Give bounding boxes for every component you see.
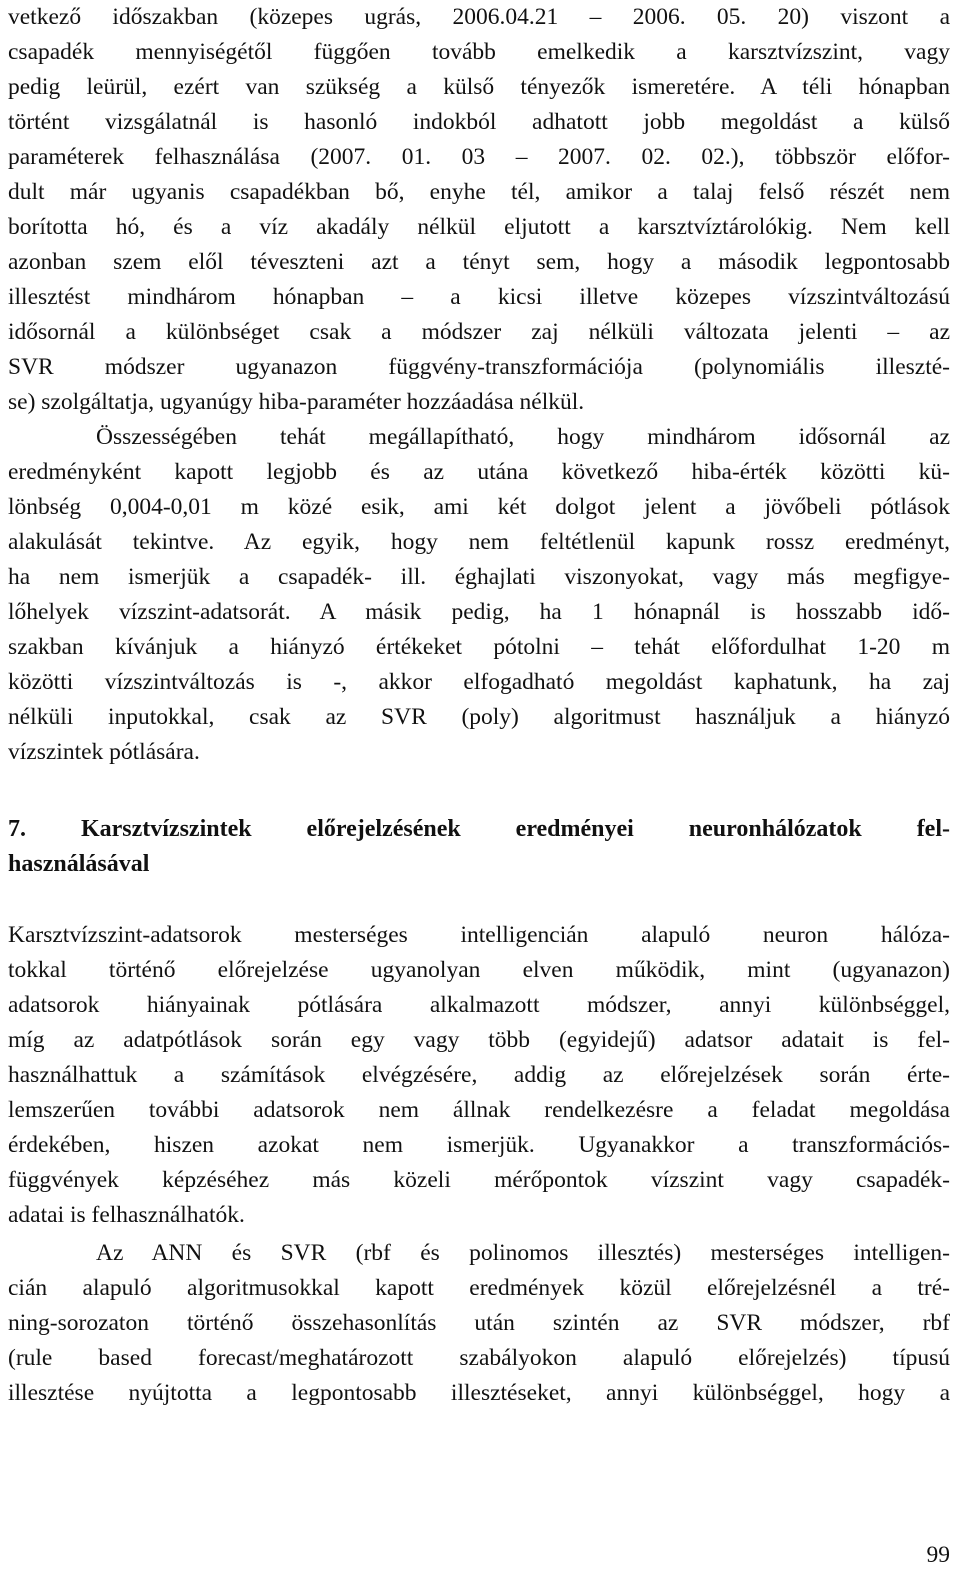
text-line: használhattuk a számítások elvégzésére, addig az előrejelzések során érte- xyxy=(8,1062,950,1088)
text-line: míg az adatpótlások során egy vagy több (egyidejű) adatsor adatait is fel- xyxy=(8,1027,950,1053)
text-line: Összességében tehát megállapítható, hogy mindhárom idősornál az xyxy=(96,424,950,450)
text-line: Az ANN és SVR (rbf és polinomos illesztés) mesterséges intelligen- xyxy=(96,1240,950,1266)
heading-line: használásával xyxy=(8,851,150,877)
text-line: történt vizsgálatnál is hasonló indokból adhatott jobb megoldást a külső xyxy=(8,109,950,135)
text-line: adatsorok hiányainak pótlására alkalmazott módszer, annyi különbséggel, xyxy=(8,992,950,1018)
text-line: lemszerűen további adatsorok nem állnak rendelkezésre a feladat megoldása xyxy=(8,1097,950,1123)
text-line: cián alapuló algoritmusokkal kapott eredmények közül előrejelzésnél a tré- xyxy=(8,1275,950,1301)
text-line: illesztést mindhárom hónapban – a kicsi illetve közepes vízszintváltozású xyxy=(8,284,950,310)
text-line: érdekében, hiszen azokat nem ismerjük. Ugyanakkor a transzformációs- xyxy=(8,1132,950,1158)
text-line: se) szolgáltatja, ugyanúgy hiba-paraméter hozzáadása nélkül. xyxy=(8,389,585,415)
text-line: Karsztvízszint-adatsorok mesterséges intelligencián alapuló neuron hálóza- xyxy=(8,922,950,948)
text-line: csapadék mennyiségétől függően tovább emelkedik a karsztvízszint, vagy xyxy=(8,39,950,65)
heading-line: 7. Karsztvízszintek előrejelzésének eredményei neuronhálózatok fel- xyxy=(8,816,950,842)
text-line: (rule based forecast/meghatározott szabályokon alapuló előrejelzés) típusú xyxy=(8,1345,950,1371)
text-line: illesztése nyújtotta a legpontosabb illesztéseket, annyi különbséggel, hogy a xyxy=(8,1380,950,1406)
text-line: ning-sorozaton történő összehasonlítás után szintén az SVR módszer, rbf xyxy=(8,1310,950,1336)
text-line: függvények képzéséhez más közeli mérőpontok vízszint vagy csapadék- xyxy=(8,1167,950,1193)
text-line: idősornál a különbséget csak a módszer zaj nélküli változata jelenti – az xyxy=(8,319,950,345)
text-line: szakban kívánjuk a hiányzó értékeket pótolni – tehát előfordulhat 1-20 m xyxy=(8,634,950,660)
text-line: dult már ugyanis csapadékban bő, enyhe tél, amikor a talaj felső részét nem xyxy=(8,179,950,205)
text-line: közötti vízszintváltozás is -, akkor elfogadható megoldást kaphatunk, ha zaj xyxy=(8,669,950,695)
text-line: azonban szem elől téveszteni azt a tényt sem, hogy a második legpontosabb xyxy=(8,249,950,275)
text-line: lönbség 0,004-0,01 m közé esik, ami két dolgot jelent a jövőbeli pótlások xyxy=(8,494,950,520)
text-line: ha nem ismerjük a csapadék- ill. éghajlati viszonyokat, vagy más megfigye- xyxy=(8,564,950,590)
text-line: nélküli inputokkal, csak az SVR (poly) algoritmust használjuk a hiányzó xyxy=(8,704,950,730)
text-line: pedig leürül, ezért van szükség a külső tényezők ismeretére. A téli hónapban xyxy=(8,74,950,100)
text-line: alakulását tekintve. Az egyik, hogy nem feltétlenül kapunk rossz eredményt, xyxy=(8,529,950,555)
text-line: paraméterek felhasználása (2007. 01. 03 – 2007. 02. 02.), többször előfor- xyxy=(8,144,950,170)
text-line: SVR módszer ugyanazon függvény-transzformációja (polynomiális illeszté- xyxy=(8,354,950,380)
text-line: adatai is felhasználhatók. xyxy=(8,1202,245,1228)
text-line: borította hó, és a víz akadály nélkül eljutott a karsztvíztárolókig. Nem kell xyxy=(8,214,950,240)
text-line: vetkező időszakban (közepes ugrás, 2006.04.21 – 2006. 05. 20) viszont a xyxy=(8,4,950,30)
text-line: eredményként kapott legjobb és az utána következő hiba-érték közötti kü- xyxy=(8,459,950,485)
text-line: tokkal történő előrejelzése ugyanolyan elven működik, mint (ugyanazon) xyxy=(8,957,950,983)
text-line: lőhelyek vízszint-adatsorát. A másik pedig, ha 1 hónapnál is hosszabb idő- xyxy=(8,599,950,625)
text-line: vízszintek pótlására. xyxy=(8,739,200,765)
page-number: 99 xyxy=(926,1542,950,1568)
